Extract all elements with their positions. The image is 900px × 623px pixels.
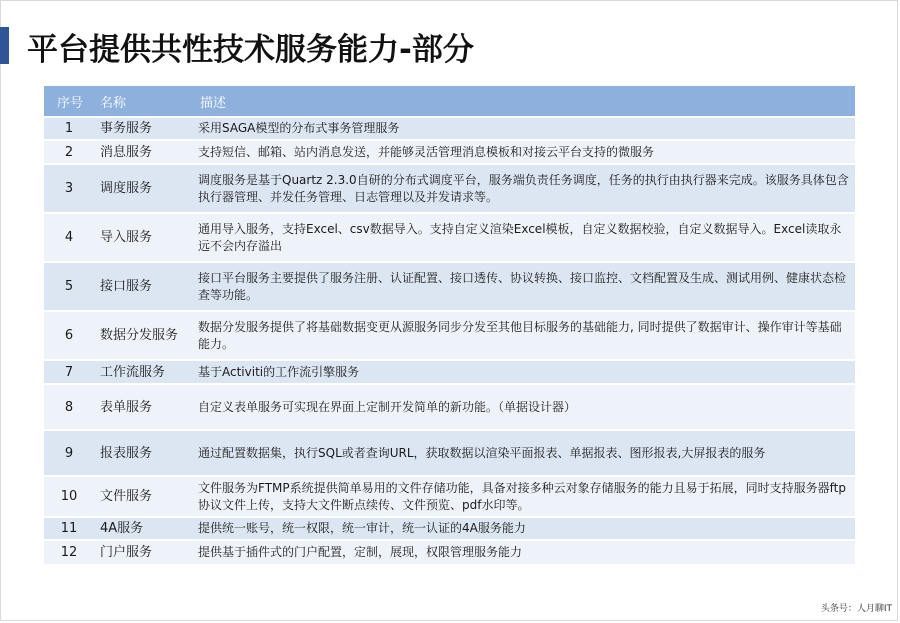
cell-num: 3 (64, 181, 74, 196)
table-row (44, 164, 855, 213)
services-table (44, 86, 855, 564)
cell-num: 10 (60, 489, 78, 504)
cell-desc: 接口平台服务主要提供了服务注册、认证配置、接口透传、协议转换、接口监控、文档配置及生成、测试用例、健康状态检查等功能。 (198, 270, 847, 302)
cell-num: 11 (60, 521, 78, 536)
cell-desc: 采用SAGA模型的分布式事务管理服务 (198, 121, 400, 135)
table-row (44, 360, 855, 384)
header-desc: 描述 (200, 95, 227, 111)
table-row (44, 384, 855, 430)
cell-desc: 通用导入服务，支持Excel、csv数据导入。支持自定义渲染Excel模板，自定义数据校验，自定义数据导入。Excel读取永远不会内存溢出 (198, 221, 842, 253)
cell-name: 导入服务 (100, 230, 153, 245)
cell-num: 8 (64, 399, 74, 415)
cell-name: 4A服务 (100, 521, 144, 536)
cell-num: 4 (64, 230, 74, 245)
cell-desc: 文件服务为FTMP系统提供简单易用的文件存储功能，具备对接多种云对象存储服务的能力且易于拓展，同时支持服务器ftp协议文件上传，支持大文件断点续传、文件预览、pdf水印等。 (198, 480, 846, 512)
table-header-row (44, 86, 855, 117)
cell-name: 接口服务 (100, 279, 153, 294)
cell-num: 7 (64, 364, 74, 380)
cell-num: 9 (64, 445, 74, 461)
cell-num: 2 (64, 144, 74, 160)
cell-desc: 调度服务是基于Quartz 2.3.0自研的分布式调度平台，服务端负责任务调度，任务的执行由执行器来完成。该服务具体包含执行器管理、并发任务管理、日志管理以及并发请求等。 (198, 172, 849, 204)
cell-num: 5 (64, 279, 74, 294)
cell-desc: 提供基于插件式的门户配置，定制，展现，权限管理服务能力 (198, 545, 523, 559)
table-row (44, 140, 855, 164)
table-row (44, 476, 855, 517)
header-num: 序号 (56, 95, 83, 111)
cell-desc: 提供统一账号，统一权限，统一审计，统一认证的4A服务能力 (198, 521, 526, 535)
cell-name: 工作流服务 (100, 364, 166, 380)
cell-desc: 数据分发服务提供了将基础数据变更从源服务同步分发至其他目标服务的基础能力, 同时提供了数据审计、操作审计等基础能力。 (198, 319, 842, 351)
table-row (44, 430, 855, 476)
title-accent-bar (0, 27, 9, 64)
cell-name: 门户服务 (100, 545, 153, 560)
cell-desc: 支持短信、邮箱、站内消息发送，并能够灵活管理消息模板和对接云平台支持的微服务 (198, 144, 655, 159)
cell-name: 报表服务 (100, 445, 153, 461)
cell-num: 1 (64, 121, 74, 136)
table-row (44, 262, 855, 311)
source-watermark: 头条号：人月聊IT (820, 604, 892, 614)
cell-name: 调度服务 (100, 181, 153, 196)
cell-desc: 基于Activiti的工作流引擎服务 (198, 364, 360, 379)
cell-name: 消息服务 (100, 144, 153, 160)
cell-num: 6 (64, 328, 74, 343)
header-name: 名称 (100, 95, 127, 111)
table-row (44, 517, 855, 540)
cell-name: 文件服务 (100, 489, 153, 504)
cell-num: 12 (60, 545, 78, 560)
table-row (44, 540, 855, 564)
cell-desc: 通过配置数据集，执行SQL或者查询URL，获取数据以渲染平面报表、单据报表、图形报表,大屏报表的服务 (198, 445, 766, 460)
table-row (44, 213, 855, 262)
cell-name: 数据分发服务 (100, 328, 179, 343)
page-title: 平台提供共性技术服务能力-部分 (27, 32, 474, 68)
cell-desc: 自定义表单服务可实现在界面上定制开发简单的新功能。（单据设计器） (198, 399, 577, 414)
table-row (44, 311, 855, 360)
table-row (44, 117, 855, 140)
cell-name: 事务服务 (100, 121, 153, 136)
cell-name: 表单服务 (100, 399, 153, 415)
